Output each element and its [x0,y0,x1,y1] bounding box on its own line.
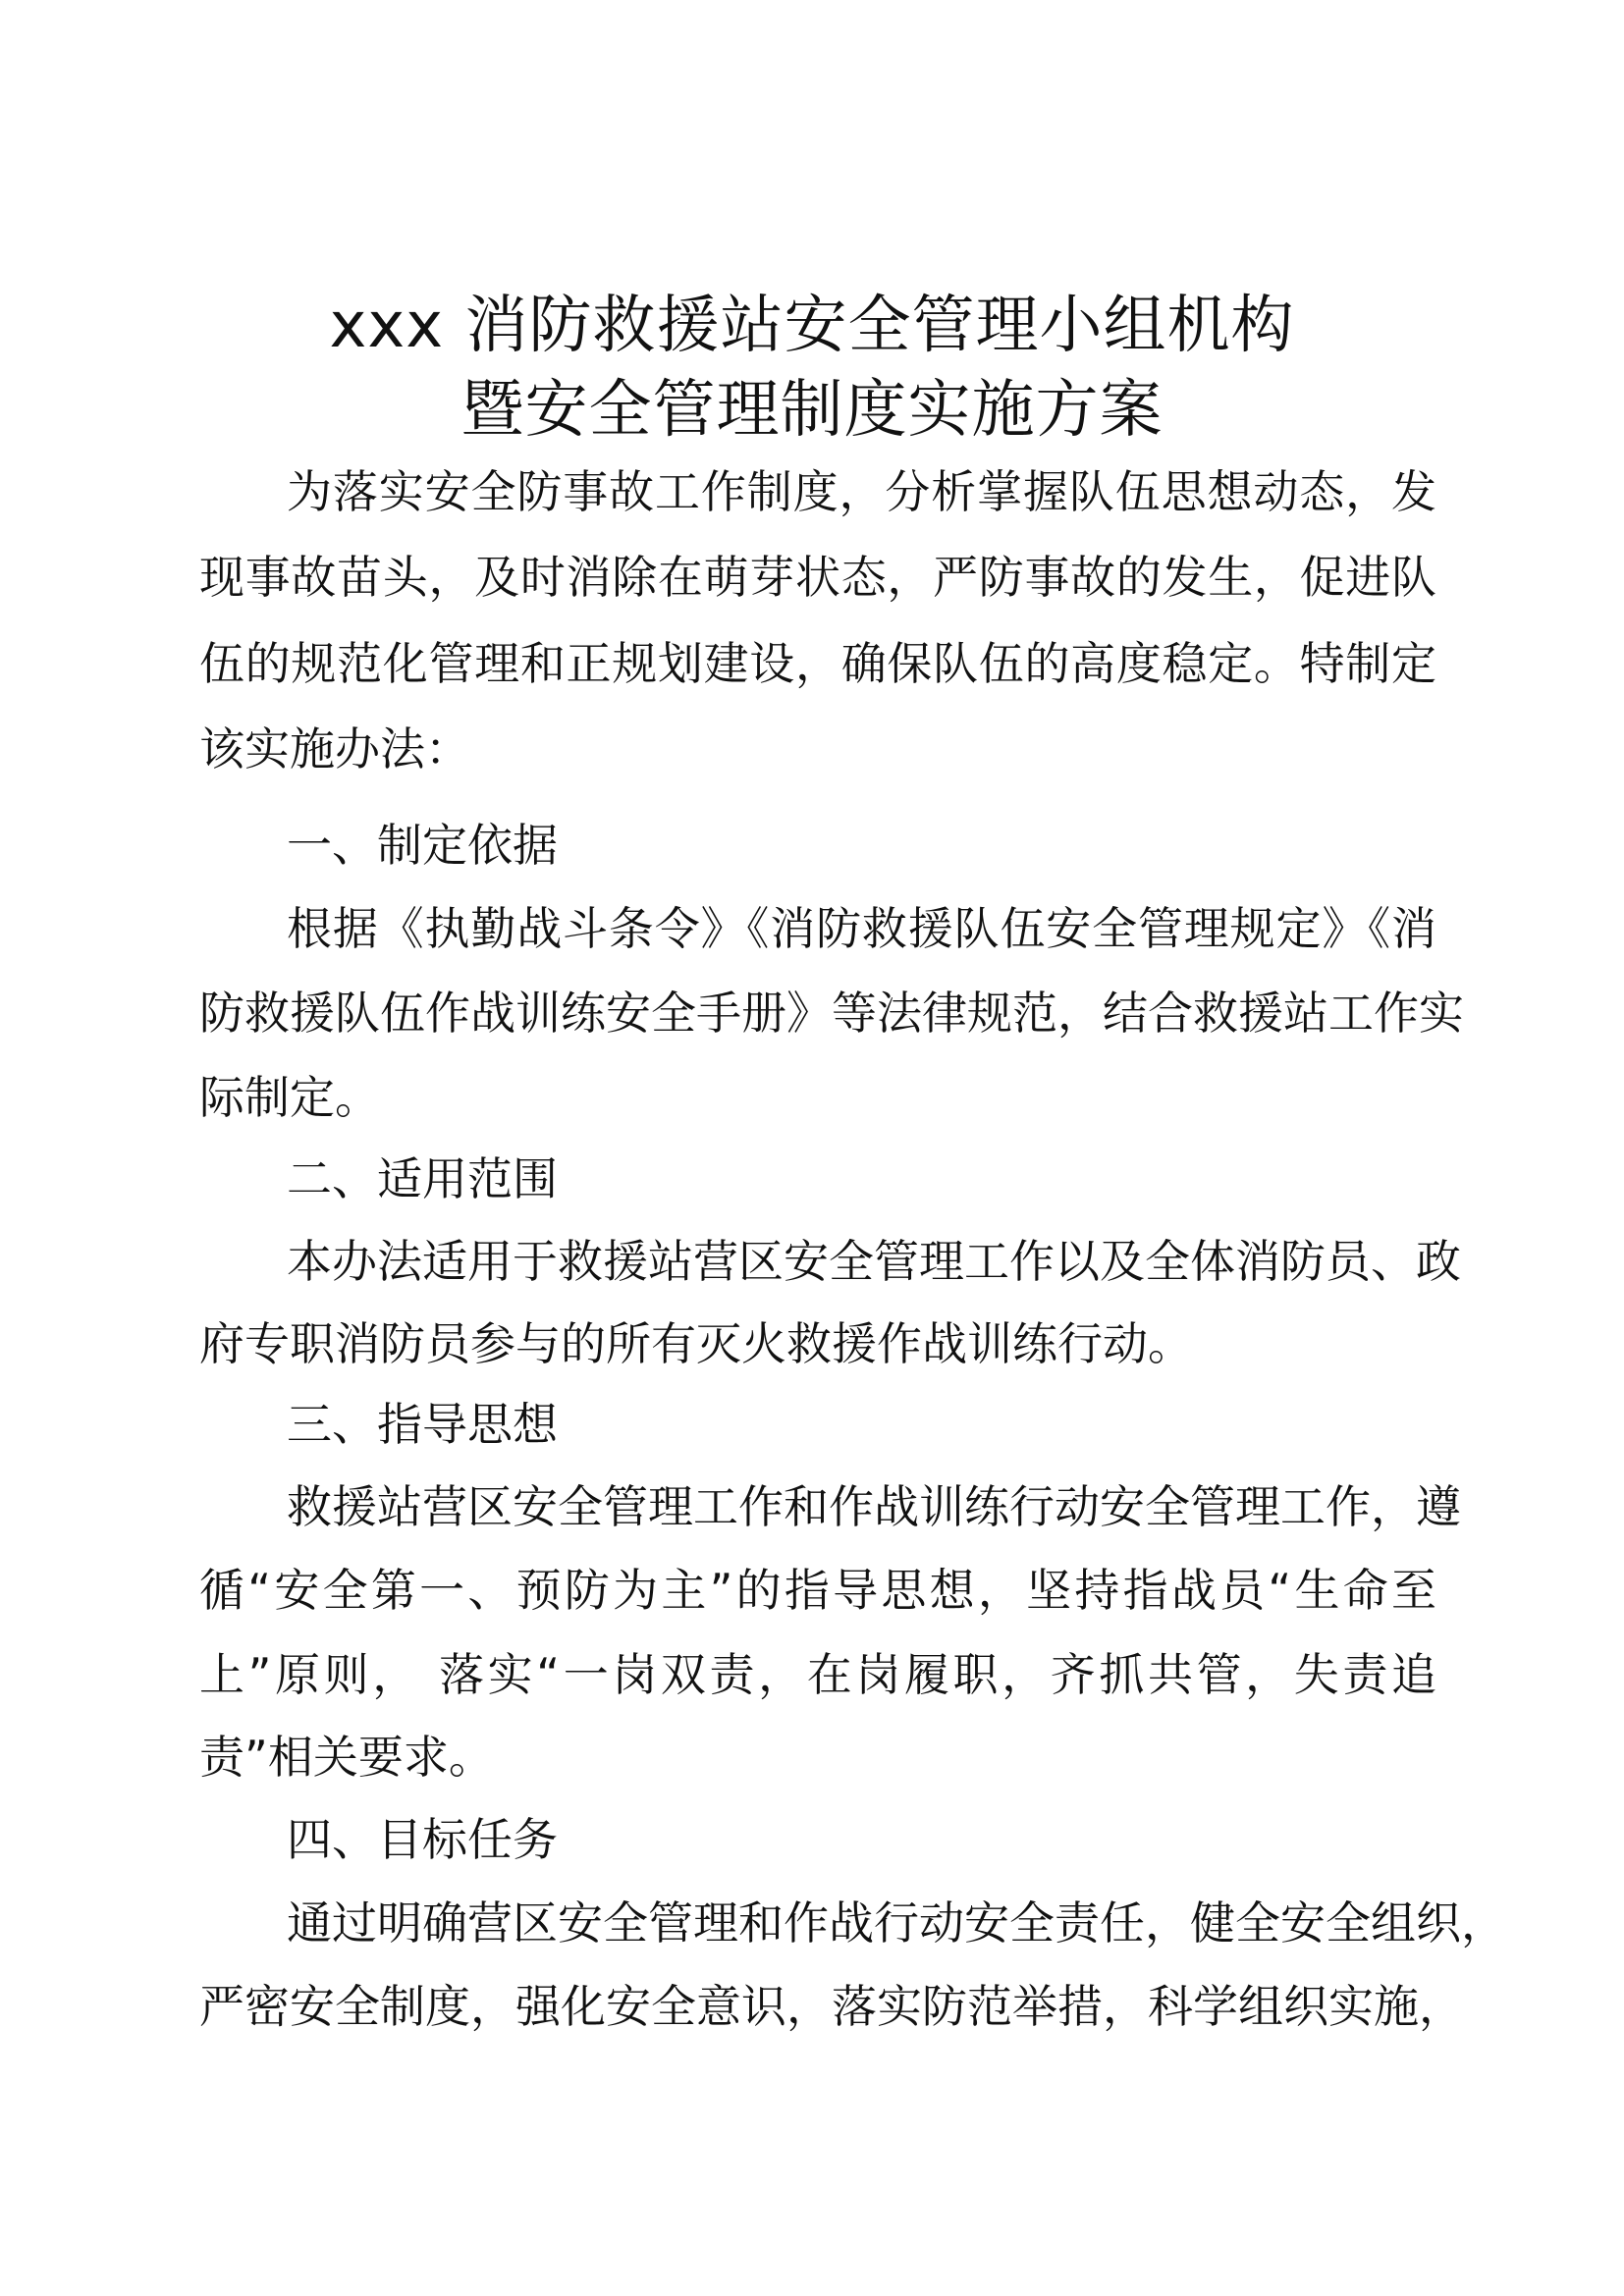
paragraph-guiding-idea-line: 上”原则， 落实“一岗双责，在岗履职，齐抓共管，失责追 [199,1648,1436,1701]
paragraph-intro-line: 现事故苗头，及时消除在萌芽状态，严防事故的发生，促进队 [199,551,1436,604]
paragraph-intro-line: 为落实安全防事故工作制度，分析掌握队伍思想动态，发 [287,465,1436,518]
section-heading-basis: 一、制定依据 [287,819,558,872]
section-heading-scope: 二、适用范围 [287,1152,558,1205]
paragraph-objectives-line: 严密安全制度，强化安全意识，落实防范举措，科学组织实施， [199,1980,1464,2033]
paragraph-objectives-line: 通过明确营区安全管理和作战行动安全责任，健全安全组织， [287,1896,1506,1949]
paragraph-basis-line: 防救援队伍作战训练安全手册》等法律规范，结合救援站工作实 [199,987,1464,1040]
document-title-line-2: 暨安全管理制度实施方案 [460,374,1164,447]
paragraph-basis-line: 根据《执勤战斗条令》《消防救援队伍安全管理规定》《消 [287,902,1436,955]
section-heading-guiding-idea: 三、指导思想 [287,1398,558,1451]
paragraph-scope-line: 本办法适用于救援站营区安全管理工作以及全体消防员、政 [287,1235,1461,1288]
paragraph-basis-line: 际制定。 [199,1071,380,1124]
paragraph-intro-line: 该实施办法： [199,722,470,775]
paragraph-guiding-idea-line: 责”相关要求。 [199,1731,494,1784]
section-heading-objectives: 四、目标任务 [287,1813,558,1866]
paragraph-scope-line: 府专职消防员参与的所有灭火救援作战训练行动。 [199,1317,1193,1370]
paragraph-guiding-idea-line: 救援站营区安全管理工作和作战训练行动安全管理工作，遵 [287,1480,1461,1533]
document-title-line-1: xxx 消防救援站安全管理小组机构 [329,290,1295,362]
paragraph-guiding-idea-line: 循“安全第一、预防为主”的指导思想，坚持指战员“生命至 [199,1564,1436,1617]
paragraph-intro-line: 伍的规范化管理和正规划建设，确保队伍的高度稳定。特制定 [199,637,1436,690]
